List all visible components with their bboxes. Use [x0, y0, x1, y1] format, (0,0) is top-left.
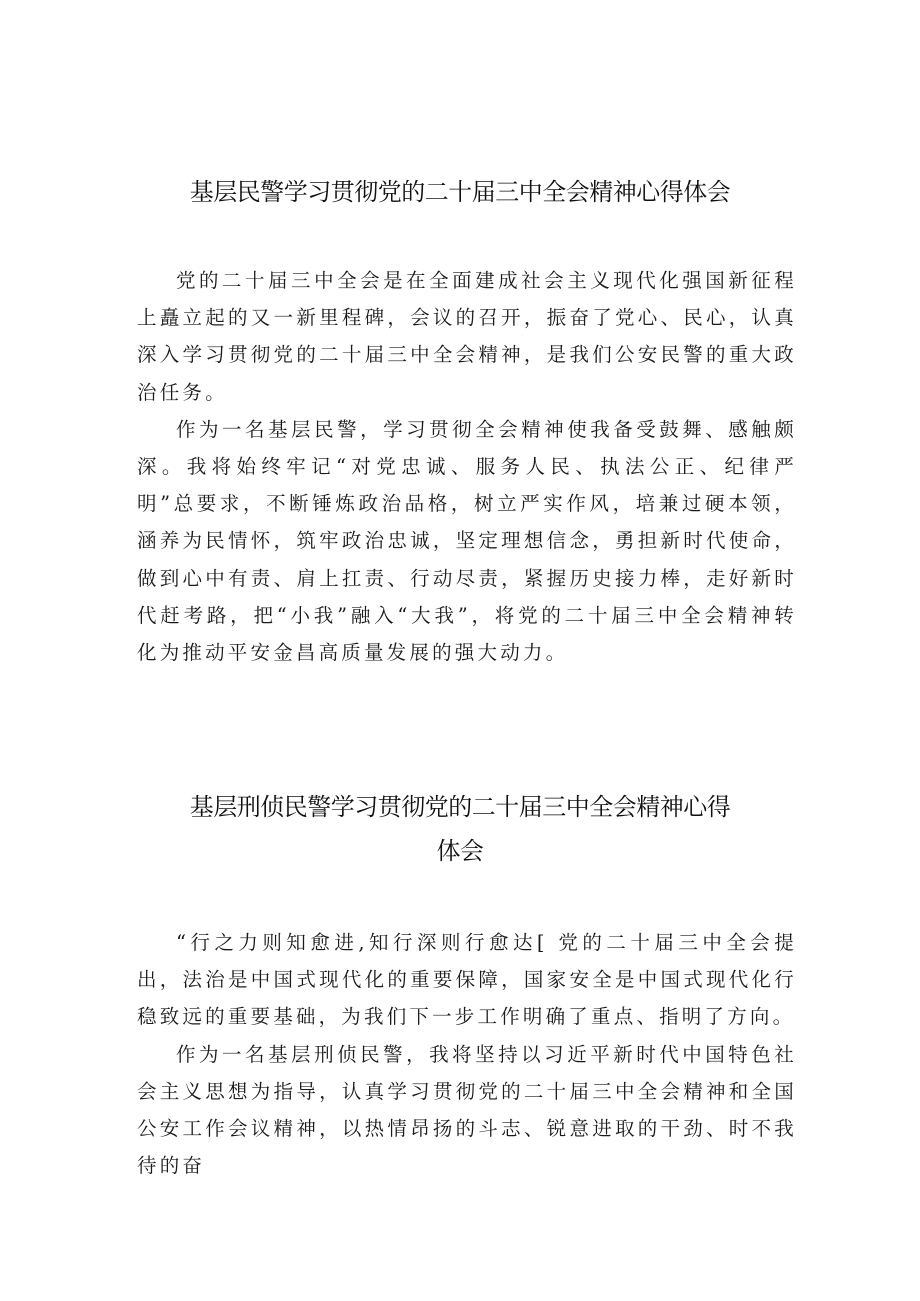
article-1-paragraph-2: 作为一名基层民警，学习贯彻全会精神使我备受鼓舞、感触颇深。我将始终牢记“对党忠诚、服务人民、执法公正、纪律严明”总要求，不断锤炼政治品格，树立严实作风，培兼过硬本领，涵养为民情怀，筑牢政治忠诚，坚定理想信念，勇担新时代使命，做到心中有责、肩上扛责、行动尽责，紧握历史接力棒，走好新时代赶考路，把“小我”融入“大我”，将党的二十届三中全会精神转化为推动平安金昌高质量发展的强大动力。: [137, 417, 797, 665]
article-2-title-line-1: 基层刑侦民警学习贯彻党的二十届三中全会精神心得: [189, 793, 731, 821]
article-2-title-line-2: 体会: [436, 837, 484, 865]
article-2-paragraph-2: 作为一名基层刑侦民警，我将坚持以习近平新时代中国特色社会主义思想为指导，认真学习贯彻党的二十届三中全会精神和全国公安工作会议精神，以热情昂扬的斗志、锐意进取的干劲、时不我待的奋: [137, 1042, 797, 1178]
article-2-title: [0, 785, 920, 873]
article-1-title: [0, 170, 920, 214]
article-1-title-text: 基层民警学习贯彻党的二十届三中全会精神心得体会: [189, 178, 731, 206]
article-1-body: [137, 262, 797, 671]
article-2-body: [137, 924, 797, 1184]
article-1-paragraph-1: 党的二十届三中全会是在全面建成社会主义现代化强国新征程上矗立起的又一新里程碑，会议的召开，振奋了党心、民心，认真深入学习贯彻党的二十届三中全会精神，是我们公安民警的重大政治任务。: [137, 269, 797, 404]
article-2-paragraph-1: “行之力则知愈进,知行深则行愈达[ 党的二十届三中全会提出，法治是中国式现代化的重要保障，国家安全是中国式现代化行稳致远的重要基础，为我们下一步工作明确了重点、指明了方向。: [137, 931, 797, 1029]
